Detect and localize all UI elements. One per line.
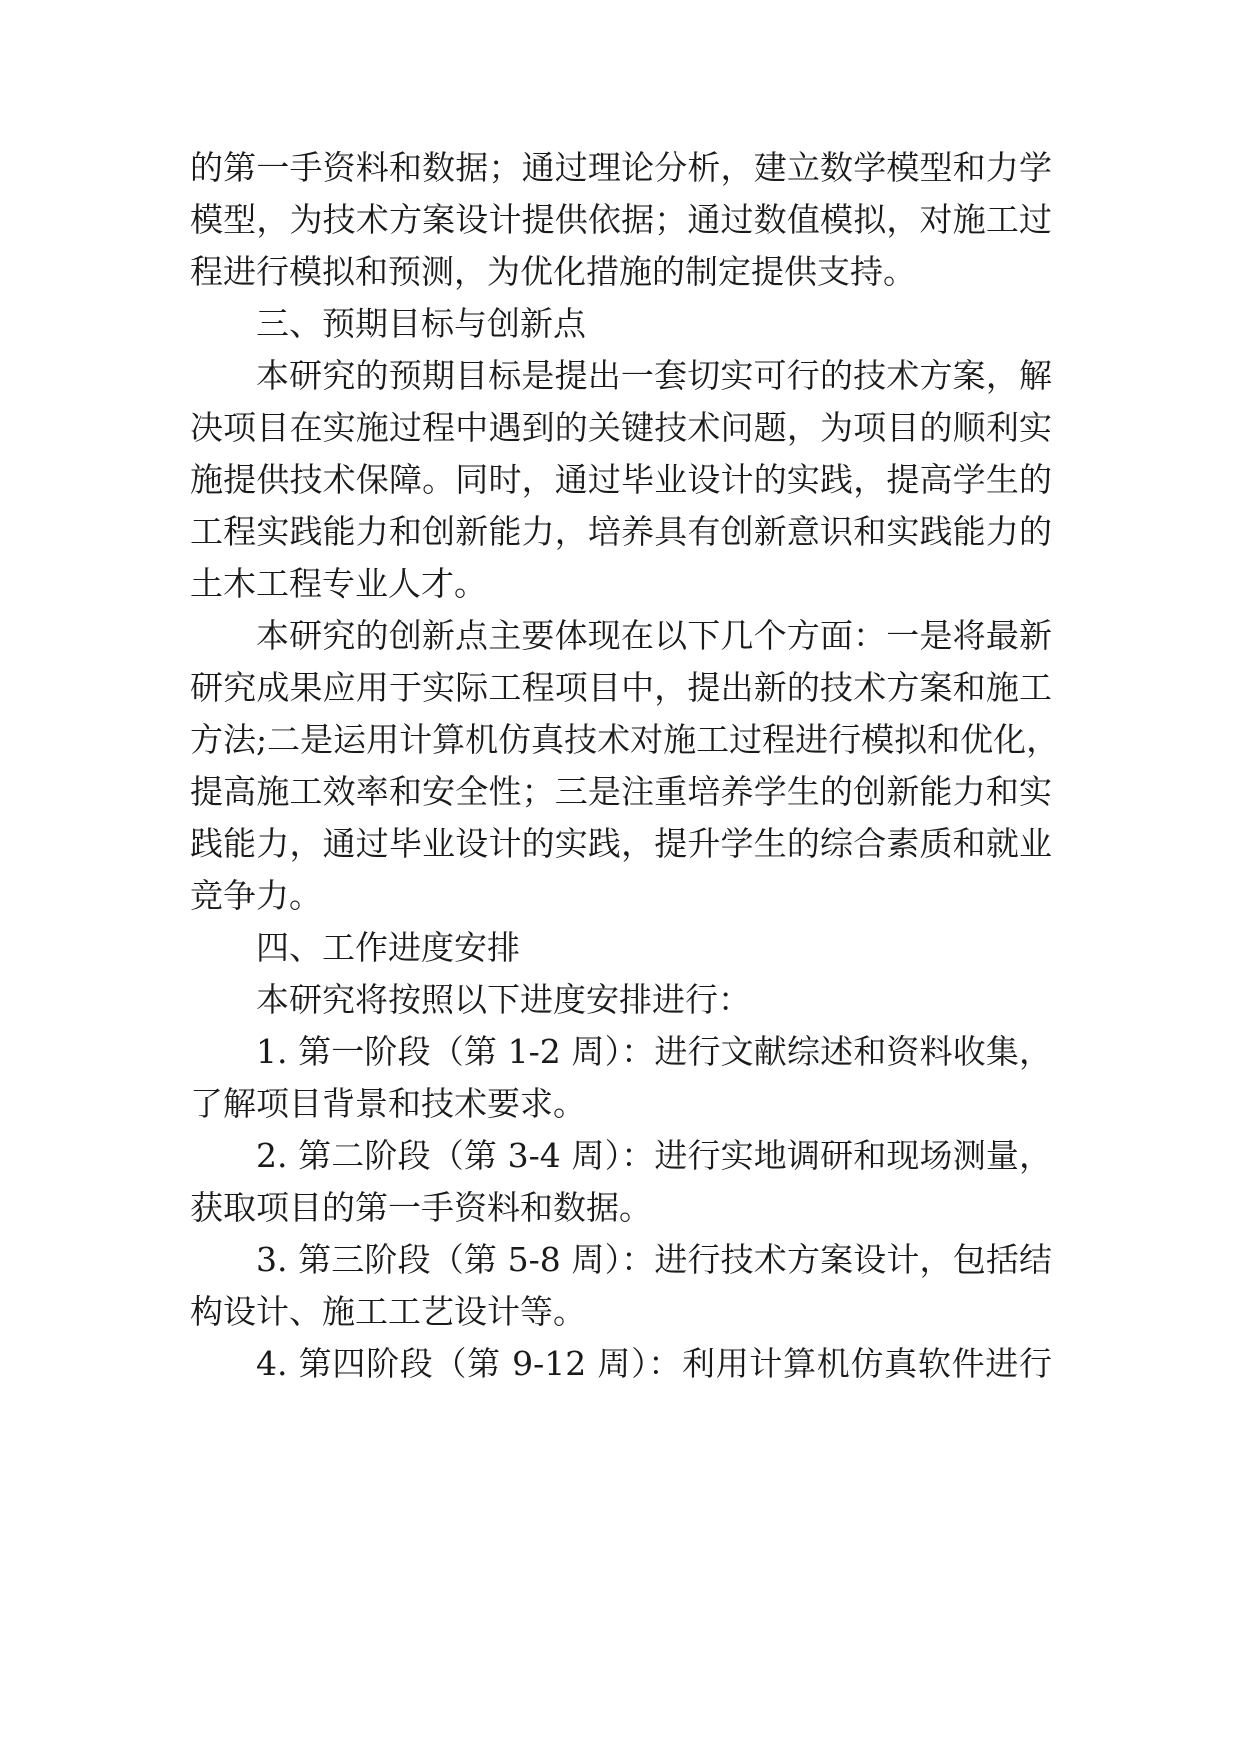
section-heading: 三、预期目标与创新点 bbox=[256, 304, 586, 343]
list-item-line: 了解项目背景和技术要求。 bbox=[190, 1084, 586, 1123]
paragraph-line: 的第一手资料和数据；通过理论分析，建立数学模型和力学 bbox=[190, 148, 1052, 187]
list-item-line: 4. 第四阶段（第 9-12 周）：利用计算机仿真软件进行 bbox=[256, 1344, 1052, 1383]
paragraph-line: 决项目在实施过程中遇到的关键技术问题，为项目的顺利实 bbox=[190, 408, 1052, 447]
list-item-line: 1. 第一阶段（第 1-2 周）：进行文献综述和资料收集， bbox=[256, 1032, 1052, 1071]
paragraph-line: 本研究将按照以下进度安排进行： bbox=[256, 980, 751, 1019]
paragraph-line: 本研究的创新点主要体现在以下几个方面：一是将最新 bbox=[256, 616, 1052, 655]
list-item-line: 3. 第三阶段（第 5-8 周）：进行技术方案设计，包括结 bbox=[256, 1240, 1052, 1279]
paragraph-line: 践能力，通过毕业设计的实践，提升学生的综合素质和就业 bbox=[190, 824, 1052, 863]
section-heading: 四、工作进度安排 bbox=[256, 928, 520, 967]
paragraph-line: 提高施工效率和安全性；三是注重培养学生的创新能力和实 bbox=[190, 772, 1052, 811]
paragraph-line: 程进行模拟和预测，为优化措施的制定提供支持。 bbox=[190, 252, 916, 291]
paragraph-line: 工程实践能力和创新能力，培养具有创新意识和实践能力的 bbox=[190, 512, 1052, 551]
paragraph-line: 本研究的预期目标是提出一套切实可行的技术方案，解 bbox=[256, 356, 1052, 395]
paragraph-line: 方法;二是运用计算机仿真技术对施工过程进行模拟和优化， bbox=[190, 720, 1060, 759]
list-item-line: 获取项目的第一手资料和数据。 bbox=[190, 1188, 652, 1227]
list-item-line: 构设计、施工工艺设计等。 bbox=[190, 1292, 586, 1331]
paragraph-line: 竞争力。 bbox=[190, 876, 322, 915]
list-item-line: 2. 第二阶段（第 3-4 周）：进行实地调研和现场测量， bbox=[256, 1136, 1052, 1175]
paragraph-line: 施提供技术保障。同时，通过毕业设计的实践，提高学生的 bbox=[190, 460, 1052, 499]
paragraph-line: 土木工程专业人才。 bbox=[190, 564, 487, 603]
paragraph-line: 研究成果应用于实际工程项目中，提出新的技术方案和施工 bbox=[190, 668, 1052, 707]
paragraph-line: 模型，为技术方案设计提供依据；通过数值模拟，对施工过 bbox=[190, 200, 1052, 239]
